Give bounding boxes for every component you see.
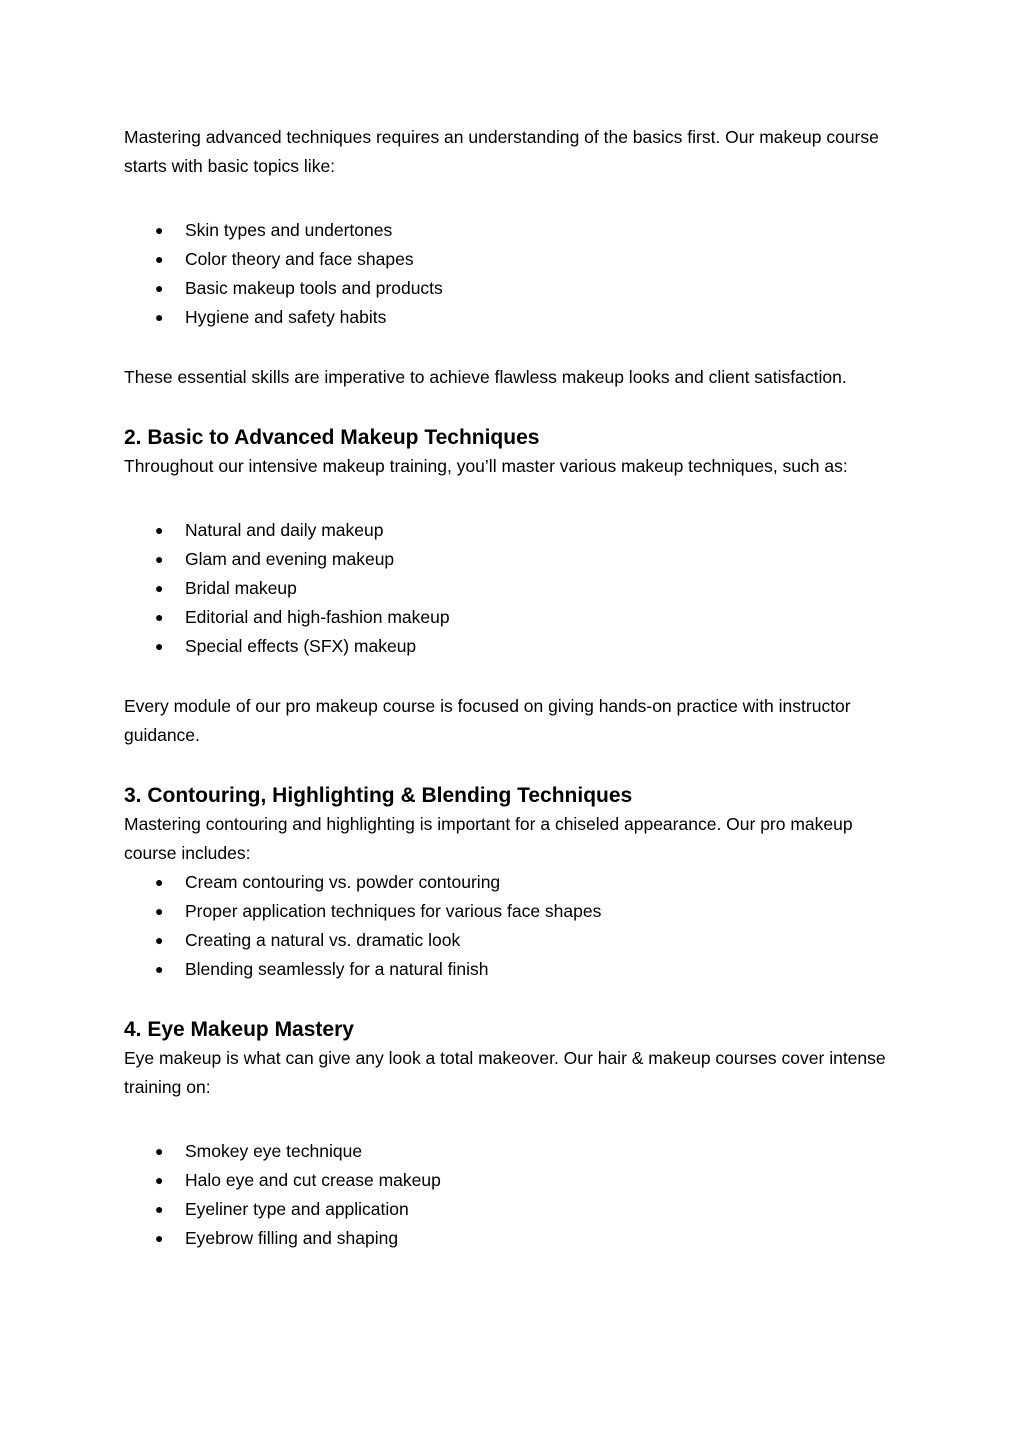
bullet-icon: ● <box>155 932 164 948</box>
list-item <box>124 216 904 245</box>
section-3-paragraph: Mastering contouring and highlighting is important for a chiseled appearance. Our pro makeup course includes: <box>124 814 853 863</box>
document-page <box>124 123 904 1253</box>
section-4-list <box>124 1137 904 1253</box>
list-item <box>124 574 904 603</box>
list-item <box>124 603 904 632</box>
bullet-icon: ● <box>155 961 164 977</box>
bullet-icon: ● <box>155 580 164 596</box>
list-item-text: Natural and daily makeup <box>185 520 384 540</box>
list-item <box>124 926 904 955</box>
bullet-icon: ● <box>155 638 164 654</box>
list-item-text: Color theory and face shapes <box>185 249 414 269</box>
bullet-icon: ● <box>155 1172 164 1188</box>
list-item <box>124 1137 904 1166</box>
bullet-icon: ● <box>155 1230 164 1246</box>
intro-closing-paragraph: These essential skills are imperative to achieve flawless makeup looks and client satisfaction. <box>124 367 847 387</box>
list-item <box>124 303 904 332</box>
section-3-list <box>124 868 904 984</box>
list-item <box>124 1195 904 1224</box>
bullet-icon: ● <box>155 1143 164 1159</box>
list-item <box>124 245 904 274</box>
section-2-paragraph: Throughout our intensive makeup training, you’ll master various makeup techniques, such as: <box>124 456 848 476</box>
list-item <box>124 1224 904 1253</box>
list-item <box>124 516 904 545</box>
list-item-text: Eyeliner type and application <box>185 1199 409 1219</box>
list-item <box>124 955 904 984</box>
bullet-icon: ● <box>155 874 164 890</box>
list-item-text: Cream contouring vs. powder contouring <box>185 872 501 892</box>
bullet-icon: ● <box>155 280 164 296</box>
list-item-text: Bridal makeup <box>185 578 297 598</box>
list-item-text: Proper application techniques for various face shapes <box>185 901 602 921</box>
list-item-text: Basic makeup tools and products <box>185 278 443 298</box>
list-item-text: Eyebrow filling and shaping <box>185 1228 399 1248</box>
bullet-icon: ● <box>155 522 164 538</box>
list-item <box>124 897 904 926</box>
list-item-text: Halo eye and cut crease makeup <box>185 1170 441 1190</box>
list-item <box>124 545 904 574</box>
intro-list <box>124 216 904 332</box>
list-item-text: Editorial and high-fashion makeup <box>185 607 450 627</box>
bullet-icon: ● <box>155 222 164 238</box>
section-3-heading: 3. Contouring, Highlighting & Blending Techniques <box>124 784 633 807</box>
list-item-text: Creating a natural vs. dramatic look <box>185 930 461 950</box>
section-4-heading: 4. Eye Makeup Mastery <box>124 1018 354 1041</box>
bullet-icon: ● <box>155 251 164 267</box>
list-item <box>124 632 904 661</box>
section-2-list <box>124 516 904 661</box>
section-2-heading: 2. Basic to Advanced Makeup Techniques <box>124 426 540 449</box>
list-item <box>124 868 904 897</box>
section-2-closing-paragraph: Every module of our pro makeup course is focused on giving hands-on practice with instructor guidance. <box>124 696 851 745</box>
list-item-text: Special effects (SFX) makeup <box>185 636 417 656</box>
intro-paragraph: Mastering advanced techniques requires an understanding of the basics first. Our makeup course starts with basic topics like: <box>124 127 879 176</box>
bullet-icon: ● <box>155 609 164 625</box>
list-item <box>124 274 904 303</box>
list-item-text: Glam and evening makeup <box>185 549 395 569</box>
list-item-text: Blending seamlessly for a natural finish <box>185 959 489 979</box>
list-item <box>124 1166 904 1195</box>
bullet-icon: ● <box>155 1201 164 1217</box>
list-item-text: Smokey eye technique <box>185 1141 363 1161</box>
list-item-text: Skin types and undertones <box>185 220 393 240</box>
bullet-icon: ● <box>155 309 164 325</box>
section-4-paragraph: Eye makeup is what can give any look a total makeover. Our hair & makeup courses cover intense training on: <box>124 1048 886 1097</box>
bullet-icon: ● <box>155 551 164 567</box>
bullet-icon: ● <box>155 903 164 919</box>
list-item-text: Hygiene and safety habits <box>185 307 387 327</box>
